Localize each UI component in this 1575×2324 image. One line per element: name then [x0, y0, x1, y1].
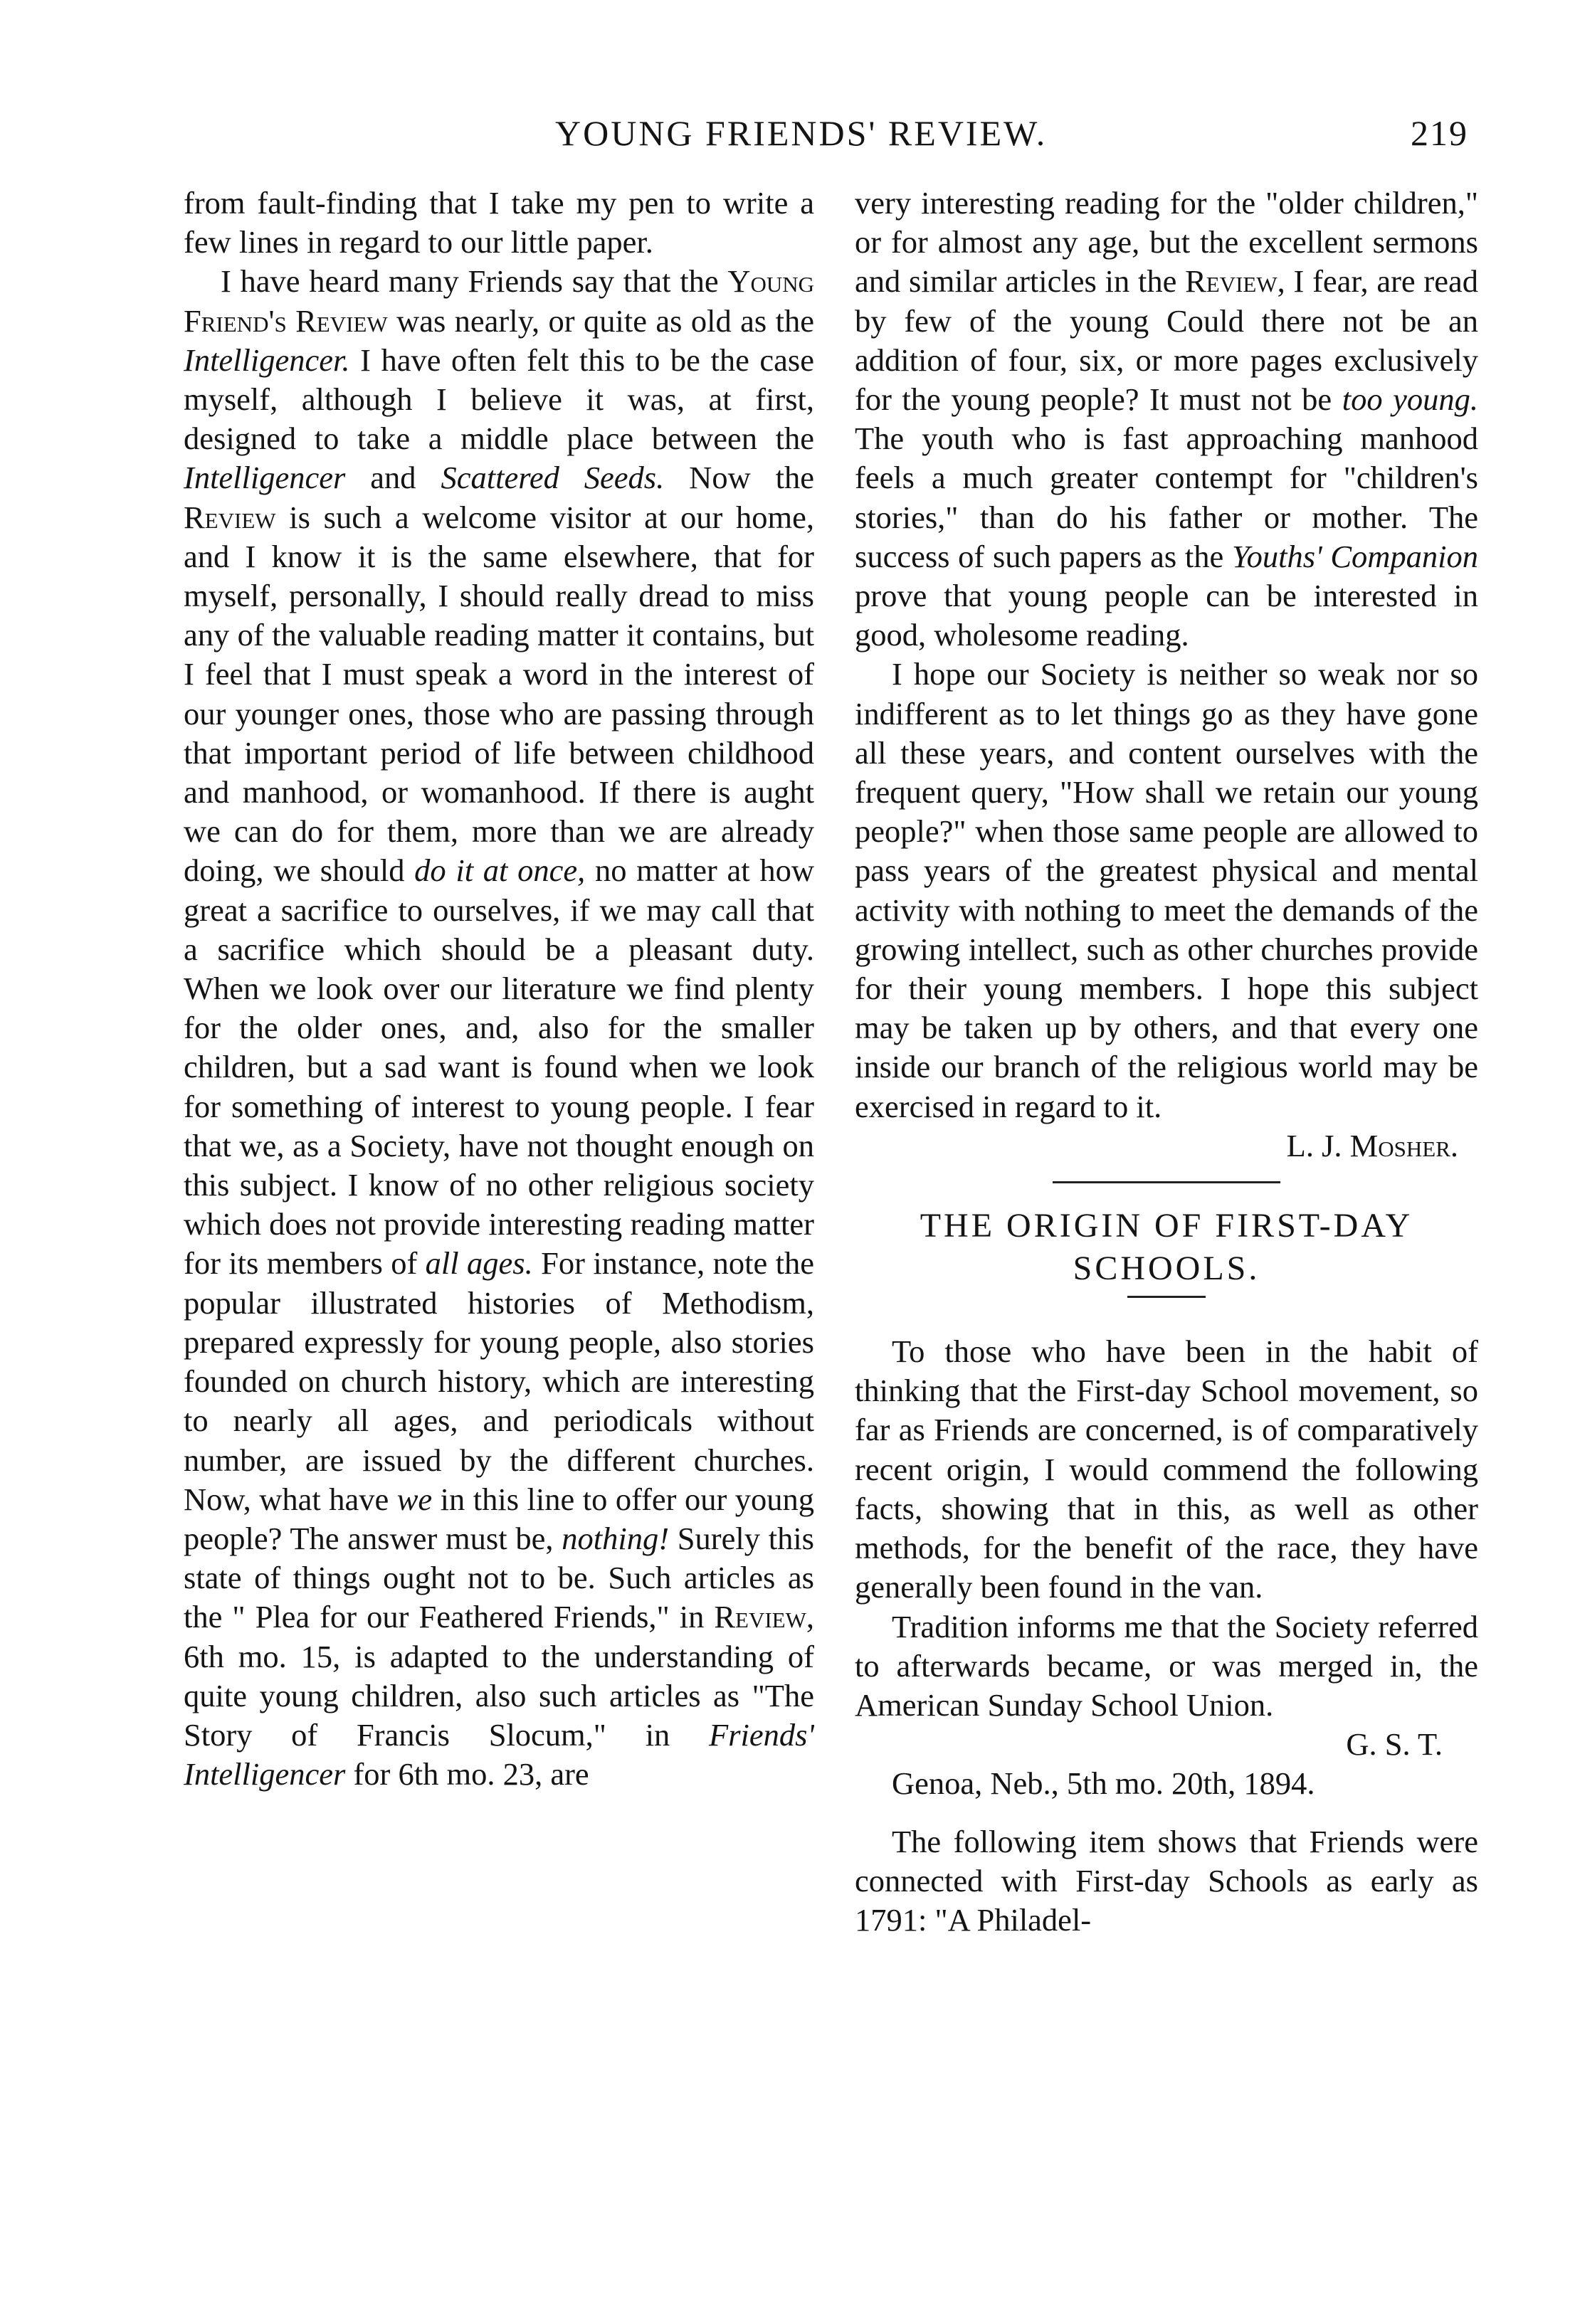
italic-emphasis: nothing!: [562, 1520, 670, 1556]
paragraph-following-item: The following item shows that Friends were connected with First-day Schools as early as 1791: "A Philadel-: [855, 1823, 1478, 1938]
italic-emphasis: do it at once,: [414, 852, 586, 889]
paragraph-tradition: Tradition informs me that the Society referred to afterwards became, or was merged in, the American Sunday School Union.: [855, 1608, 1478, 1723]
italic-title: Friends' Intelligencer: [184, 1716, 814, 1792]
article-heading: [855, 1205, 1478, 1290]
heading-line: SCHOOLS.: [1073, 1250, 1260, 1288]
italic-title: Intelligencer.: [184, 342, 350, 378]
paragraph-society: I hope our Society is neither so weak nor so indifferent as to let things go as they have gone all these years, and content ourselves with the frequent query, "How shall we retain our young people?" when those same people are allowed to pass years of the greatest physical and mental activity with nothing to meet the demands of the growing intellect, such as other churches provide for their young members. I hope this subject may be taken up by others, and that every one inside our branch of the religious world may be exercised in regard to it.: [855, 656, 1478, 1124]
paragraph-young-friends-review: I have heard many Friends say that the Young Friend's Review was nearly, or quite as old as the Intelligencer. I have often felt this to be the case myself, although I believe it was, at first, designed to take a middle place between the Intelligencer and Scattered Seeds. Now the Review is such a welcome visitor at our home, and I know it is the same elsewhere, that for myself, personally, I should really dread to miss any of the valuable reading matter it contains, but I feel that I must speak a word in the interest of our younger ones, those who are passing through that important period of life between childhood and manhood, or womanhood. If there is aught we can do for them, more than we are already doing, we should do it at once, no matter at how great a sacrifice to ourselves, if we may call that a sacrifice which should be a pleasant duty. When we look over our literature we find plenty for the older ones, and, also for the smaller children, but a sad want is found when we look for something of interest to young people. I fear that we, as a Society, have not thought enough on this subject. I know of no other religious society which does not provide interesting reading matter for its members of all ages. For instance, note the popular illustrated histories of Methodism, prepared expressly for young people, also stories founded on church history, which are interesting to nearly all ages, and periodicals without number, are issued by the different churches. Now, what have we in this line to offer our young people? The answer must be, nothing! Surely this state of things ought not to be. Such articles as the " Plea for our Feathered Friends," in Review, 6th mo. 15, is adapted to the understanding of quite young children, also such articles as "The Story of Francis Slocum," in Friends' Intelligencer for 6th mo. 23, are: [184, 263, 814, 1792]
small-caps-title: Review: [184, 499, 276, 535]
running-title: YOUNG FRIENDS' REVIEW.: [555, 113, 1048, 153]
italic-emphasis: too young.: [1342, 381, 1478, 418]
page-number: 219: [1411, 113, 1468, 153]
continued-paragraph: very interesting reading for the "older children," or for almost any age, but the excellent sermons and similar articles in the Review, I fear, are read by few of the young Could there not be an addition of four, six, or more pages exclusively for the young people? It must not be too young. The youth who is fast approaching manhood feels a much greater contempt for "children's stories," than do his father or mother. The success of such papers as the Youths' Companion prove that young people can be interested in good, wholesome reading.: [855, 185, 1478, 653]
paragraph-first-day-schools: To those who have been in the habit of thinking that the First-day School movement, so far as Friends are concerned, is of comparatively recent origin, I would commend the following facts, showing that in this, as well as other methods, for the benefit of the race, they have generally been found in the van.: [855, 1333, 1478, 1605]
continued-paragraph: from fault-finding that I take my pen to write a few lines in regard to our little paper.: [184, 185, 814, 260]
initials-signature: G. S. T.: [1346, 1726, 1443, 1763]
running-head: [0, 112, 1575, 162]
italic-title: Scattered Seeds.: [441, 460, 665, 496]
small-caps-title: Review: [1185, 263, 1278, 300]
heading-line: THE ORIGIN OF FIRST-DAY: [920, 1207, 1413, 1245]
right-column: [855, 184, 1478, 2233]
italic-title: Intelligencer: [184, 460, 346, 496]
spacer: [855, 1804, 1478, 1822]
heading-underline: [1127, 1296, 1206, 1298]
left-column: [184, 184, 814, 2233]
section-divider: [1053, 1181, 1280, 1183]
italic-title: Youths' Companion: [1231, 538, 1478, 574]
italic-emphasis: we: [396, 1481, 433, 1517]
dateline: Genoa, Neb., 5th mo. 20th, 1894.: [892, 1765, 1315, 1802]
author-signature: L. J. Mosher.: [1286, 1127, 1458, 1163]
small-caps-title: Review: [714, 1599, 806, 1635]
italic-emphasis: all ages.: [425, 1245, 533, 1282]
small-caps-title: Young Friend's Review: [184, 263, 814, 339]
